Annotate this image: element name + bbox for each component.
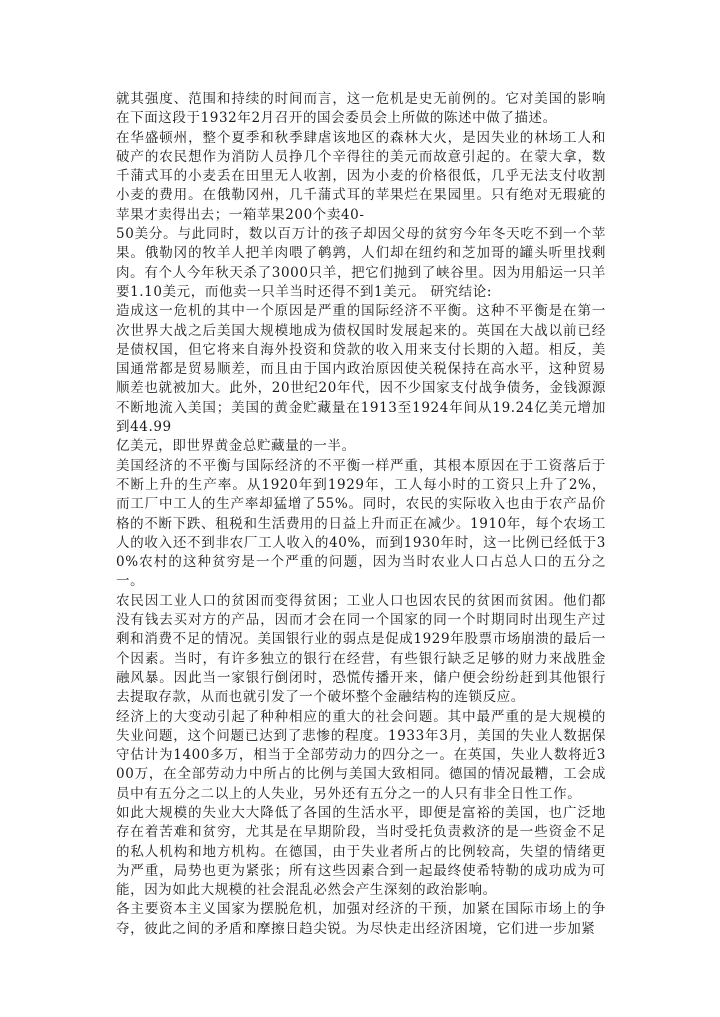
paragraph-domestic-imbalance: 美国经济的不平衡与国际经济的不平衡一样严重，其根本原因在于工资落后于不断上升的生产率。从1920年到1929年，工人每小时的工资只上升了2%，而工厂中工人的生产率却猛增了55%。同时，农民的实际收入也由于农产品价格的不断下跌、租税和生活费用的日益上升而正在减少。1910年，每个农场工人的收入还不到非农厂工人收入的40%，而到1930年时，这一比例已经低于30%农村的这种贫穷是一个严重的问题，因为当时农业人口占总人口的五分之一。 [116,457,606,590]
paragraph-gold-reserve: 亿美元，即世界黄金总贮藏量的一半。 [116,438,356,455]
paragraph-capitalist-competition: 各主要资本主义国家为摆脱危机，加强对经济的干预，加紧在国际市场上的争夺，彼此之间的矛盾和摩擦日趋尖锐。为尽快走出经济困境，它们进一步加紧 [116,901,606,937]
document-body [116,90,606,939]
paragraph-apples-children: 50美分。与此同时，数以百万计的孩子却因父母的贫穷今年冬天吃不到一个苹果。俄勒冈的牧羊人把羊肉喂了鹌鹑，人们却在纽约和芝加哥的罐头听里找剩肉。有个人今年秋天杀了3000只羊，把它们抛到了峡谷里。因为用船运一只羊要1.10美元，而他卖一只羊当时还得不到1美元。 研究结论: [116,226,606,300]
paragraph-banking-weakness: 农民因工业人口的贫困而变得贫困；工业人口也因农民的贫困而贫困。他们都没有钱去买对方的产品，因而才会在同一个国家的同一个时期同时出现生产过剩和消费不足的情况。美国银行业的弱点是促成1929年股票市场崩溃的最后一个因素。当时，有许多独立的银行在经营，有些银行缺乏足够的财力来战胜金融风暴。因此当一家银行倒闭时，恐慌传播开来，储户便会纷纷赶到其他银行去提取存款，从而也就引发了一个破坏整个金融结构的连锁反应。 [116,592,606,706]
paragraph-living-standards: 如此大规模的失业大大降低了各国的生活水平，即便是富裕的美国，也广泛地存在着苦难和贫穷，尤其是在早期阶段，当时受托负责救济的是一些资金不足的私人机构和地方机构。在德国，由于失业者所占的比例较高，失望的情绪更为严重，局势也更为紧张；所有这些因素合到一起最终使希特勒的成功成为可能，因为如此大规模的社会混乱必然会产生深刻的政治影响。 [116,804,606,899]
paragraph-crisis-intro: 就其强度、范围和持续的时间而言，这一危机是史无前例的。它对美国的影响在下面这段于1932年2月召开的国会委员会上所做的陈述中做了描述。 [116,91,606,127]
paragraph-international-imbalance: 造成这一危机的其中一个原因是严重的国际经济不平衡。这种不平衡是在第一次世界大战之后美国大规模地成为债权国时发展起来的。英国在大战以前已经是债权国，但它将来自海外投资和贷款的收入用来支付长期的入超。相反，美国通常都是贸易顺差，而且由于国内政治原因使关税保持在高水平，这种贸易顺差也就被加大。此外，20世纪20年代，因不少国家支付战争债务，金钱源源不断地流入美国；美国的黄金贮藏量在1913至1924年间从19.24亿美元增加到44.99 [116,303,606,436]
paragraph-unemployment: 经济上的大变动引起了种种相应的重大的社会问题。其中最严重的是大规模的失业问题，这个问题已达到了悲惨的程度。1933年3月，美国的失业人数据保守估计为1400多万，相当于全部劳动力的四分之一。在英国，失业人数将近300万，在全部劳动力中所占的比例与美国大致相同。德国的情况最糟，工会成员中有五分之二以上的人失业，另外还有五分之一的人只有非全日性工作。 [116,708,606,802]
paragraph-washington-fires: 在华盛顿州，整个夏季和秋季肆虐该地区的森林大火，是因失业的林场工人和破产的农民想作为消防人员挣几个辛得往的美元而故意引起的。在蒙大拿，数千蒲式耳的小麦丢在田里无人收割，因为小麦的价格很低，几乎无法支付收割小麦的费用。在俄勒冈州，几千蒲式耳的苹果烂在果园里。只有绝对无瑕疵的苹果才卖得出去；一箱苹果200个卖40- [116,129,606,223]
